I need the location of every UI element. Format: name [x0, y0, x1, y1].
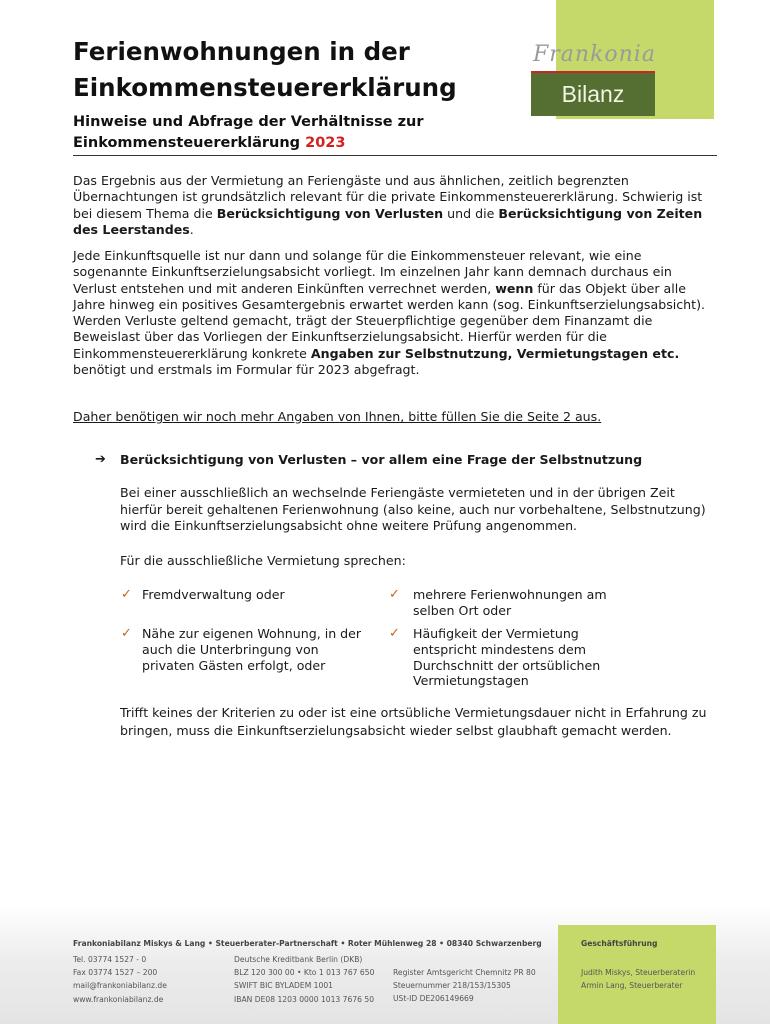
emphasis: Berücksichtigung von Zeiten des Leerstandes — [73, 205, 703, 237]
intro-paragraph: Das Ergebnis aus der Vermietung an Feriengäste und aus ähnlichen, zeitlich begrenzten Übernachtungen ist grundsätzlich relevant für die private Einkommensteuererklärung. Schwierig ist bei diesem Thema die Berücksichtigung von Verlusten und die Berücksichtigung von Zeiten des Leerstandes. — [73, 173, 703, 237]
footer-phone: Tel. 03774 1527 - 0 — [73, 955, 147, 964]
income-source-paragraph: Jede Einkunftsquelle ist nur dann und solange für die Einkommensteuer relevant, wie eine sogenannte Einkunftserzielungsabsicht vorliegt. Im einzelnen Jahr kann demnach durchaus ein Verlust entstehen und mit anderen Einkünften verrechnet werden, wenn für das Objekt über alle Jahre hinweg ein positives Gesamtergebnis erwartet werden kann (sog. Einkunftserzielungsabsicht). Werden Verluste geltend gemacht, trägt der Steuerpflichtige gegenüber dem Finanzamt die Beweislast über das Vorliegen der Einkunftserzielungsabsicht. Hierfür werden für die Einkommensteuererklärung konkrete Angaben zur Selbstnutzung, Vermietungstagen etc. benötigt und erstmals im Formular für 2023 abgefragt. — [73, 248, 706, 378]
criteria-item: Fremdverwaltung oder — [142, 587, 285, 602]
checkmark-icon: ✓ — [389, 626, 400, 641]
footer-website-link[interactable]: www.frankoniabilanz.de — [73, 994, 164, 1004]
footer-fax: Fax 03774 1527 – 200 — [73, 968, 158, 978]
subtitle-text: Einkommensteuererklärung — [73, 135, 301, 151]
footer-register: Register Amtsgericht Chemnitz PR 80 Steuernummer 218/153/15305 USt-ID DE206149669 — [393, 968, 536, 1004]
page-title-line: Einkommensteuererklärung — [73, 73, 457, 102]
footer-contact — [73, 953, 167, 1006]
section-conclusion: Trifft keines der Kriterien zu oder ist eine ortsübliche Vermietungsdauer nicht in Erfahrung zu bringen, muss die Einkunftserzielungsabsicht wieder selbst glaubhaft gemacht werden. — [120, 705, 707, 738]
emphasis: Berücksichtigung von Verlusten — [216, 205, 444, 221]
section-paragraph: Bei einer ausschließlich an wechselnde Feriengäste vermieteten und in der übrigen Zeit hierfür bereit gehaltenen Ferienwohnung (also keine, auch nur vorbehaltene, Selbstnutzung) wird die Einkunftserzielungsabsicht ohne weitere Prüfung angenommen. — [120, 485, 706, 533]
checkmark-icon: ✓ — [121, 626, 132, 641]
subtitle-line: Hinweise und Abfrage der Verhältnisse zur — [73, 114, 424, 130]
section-heading: Berücksichtigung von Verlusten – vor allem eine Frage der Selbstnutzung — [120, 452, 643, 467]
checkmark-icon: ✓ — [121, 587, 132, 602]
emphasis: Angaben zur Selbstnutzung, Vermietungstagen etc. — [310, 345, 680, 361]
footer-email-link[interactable]: mail@frankoniabilanz.de — [73, 981, 167, 991]
footer-bank: Deutsche Kreditbank Berlin (DKB) BLZ 120 300 00 • Kto 1 013 767 650 SWIFT BIC BYLADEM 1001 IBAN DE08 1203 0000 1013 7676 50 — [234, 955, 375, 1004]
checkmark-icon: ✓ — [389, 587, 400, 602]
subtitle-line — [73, 133, 523, 154]
subtitle-year: 2023 — [305, 135, 346, 151]
footer-management-title: Geschäftsführung — [581, 939, 658, 948]
criteria-intro: Für die ausschließliche Vermietung sprechen: — [120, 553, 406, 568]
page-title — [73, 34, 523, 106]
emphasis: wenn — [495, 280, 534, 296]
criteria-item: Nähe zur eigenen Wohnung, in der auch die Unterbringung von privaten Gästen erfolgt, oder — [142, 626, 362, 673]
page-title-line: Ferienwohnungen in der — [73, 37, 410, 66]
footer-headline: Frankoniabilanz Miskys & Lang • Steuerberater-Partnerschaft • Roter Mühlenweg 28 • 08340 Schwarzenberg — [73, 939, 542, 948]
title-divider — [73, 155, 717, 156]
page-subtitle — [73, 112, 523, 154]
criteria-item: mehrere Ferienwohnungen am selben Ort oder — [413, 587, 607, 618]
brand-logo-name: Frankonia — [533, 42, 656, 67]
brand-logo-sub: Bilanz — [531, 73, 655, 116]
page-two-notice: Daher benötigen wir noch mehr Angaben von Ihnen, bitte füllen Sie die Seite 2 aus. — [73, 409, 602, 424]
arrow-right-icon: ➔ — [95, 452, 106, 467]
footer-management: Judith Miskys, Steuerberaterin Armin Lang, Steuerberater — [581, 968, 696, 991]
criteria-item: Häufigkeit der Vermietung entspricht mindestens dem Durchschnitt der ortsüblichen Vermietungstagen — [413, 626, 601, 689]
